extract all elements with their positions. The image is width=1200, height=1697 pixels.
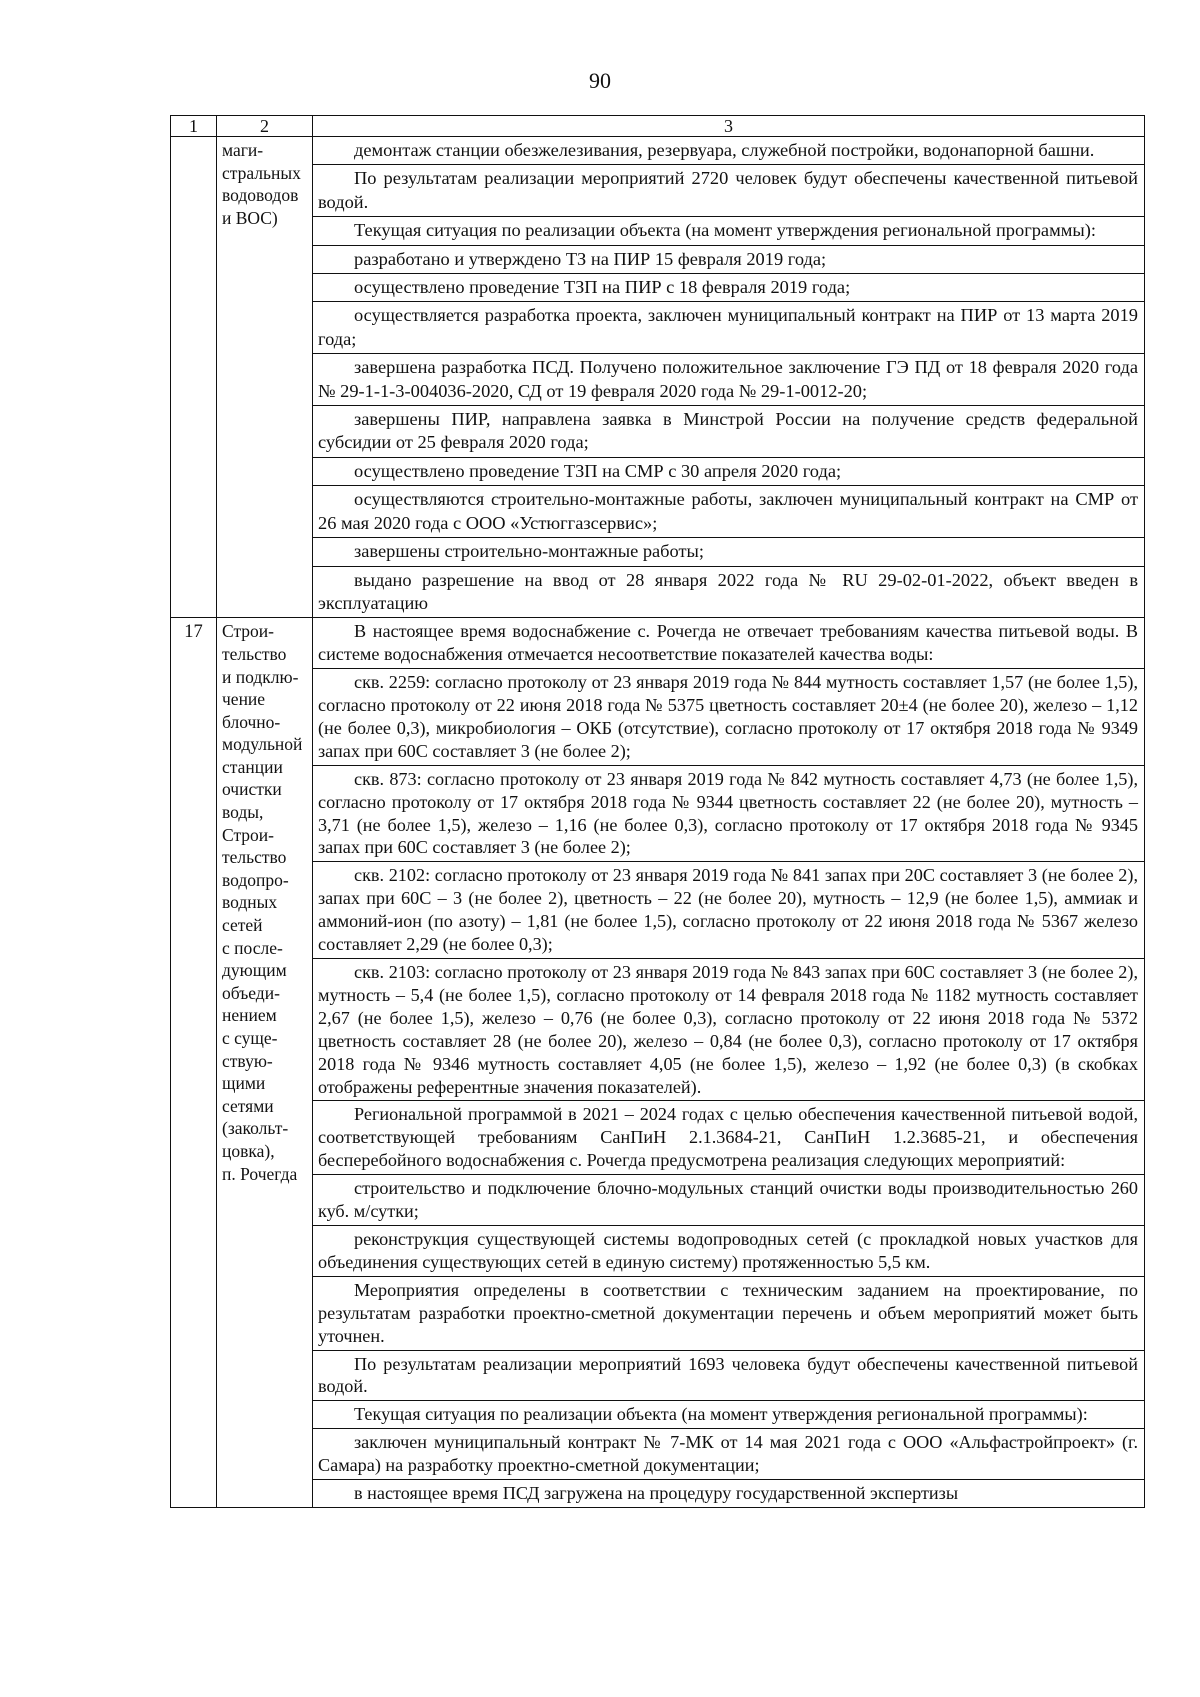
description-paragraph: Мероприятия определены в соответствии с техническим заданием на проектирование, по результатам разработки проектно-сметной документации перечень и объем мероприятий может быть уточнен. [313, 1276, 1144, 1350]
description-paragraph: осуществляются строительно-монтажные работы, заключен муниципальный контракт на СМР от 26 мая 2020 года с ООО «Устюггазсервис»; [313, 485, 1144, 537]
object-name-line: очистки [222, 779, 282, 800]
object-name-line: и ВОС) [222, 207, 278, 228]
object-name-line: Строи- [222, 621, 274, 642]
description-paragraph: строительство и подключение блочно-модульных станций очистки воды производительностью 260 куб. м/сутки; [313, 1174, 1144, 1225]
object-name-line: станции [222, 756, 283, 777]
description-paragraph: завершены ПИР, направлена заявка в Минстрой России на получение средств федеральной субсидии от 25 февраля 2020 года; [313, 405, 1144, 457]
description-paragraph: По результатам реализации мероприятий 1693 человека будут обеспечены качественной питьевой водой. [313, 1350, 1144, 1401]
object-name-line: п. Рочегда [222, 1163, 298, 1184]
description-paragraph: заключен муниципальный контракт № 7-МК от 14 мая 2021 года с ООО «Альфастройпроект» (г. Самара) на разработку проектно-сметной документации; [313, 1428, 1144, 1479]
object-name-line: сетями [222, 1095, 274, 1116]
object-name-line: сетей [222, 915, 263, 936]
description-paragraph: По результатам реализации мероприятий 2720 человек будут обеспечены качественной питьевой водой. [313, 164, 1144, 216]
description-paragraph: скв. 2259: согласно протоколу от 23 января 2019 года № 844 мутность составляет 1,57 (не более 1,5), согласно протоколу от 22 июня 2018 года № 5375 цветность составляет 20±4 (не более 20), железо – 1,12 (не более 0,3), микробиология – ОКБ (отсутствие), согласно протоколу от 17 октября 2018 года № 9349 запах при 60С составляет 3 (не более 2); [313, 668, 1144, 765]
object-name-line: дующим [222, 960, 287, 981]
object-name-line: нением [222, 1005, 277, 1026]
object-name-line: стральных [222, 162, 301, 183]
description-paragraph: в настоящее время ПСД загружена на процедуру государственной экспертизы [313, 1479, 1144, 1507]
description-paragraph: скв. 2102: согласно протоколу от 23 января 2019 года № 841 запах при 20С составляет 3 (не более 2), запах при 60С – 3 (не более 2), цветность – 22 (не более 20), мутность – 12,9 (не более 1,5), аммиак и аммоний-ион (по азоту) – 1,81 (не более 1,5), согласно протоколу от 22 июня 2018 года № 5367 железо составляет 2,29 (не более 0,3); [313, 861, 1144, 958]
object-name-line: тельство [222, 847, 287, 868]
row-number: 17 [171, 618, 217, 1508]
description-paragraph: Текущая ситуация по реализации объекта (на момент утверждения региональной программы): [313, 1400, 1144, 1428]
object-name-line: тельство [222, 643, 287, 664]
column-header-3: 3 [313, 116, 1145, 137]
column-header-2: 2 [217, 116, 313, 137]
object-name-line: с после- [222, 937, 283, 958]
object-name-line: (закольт- [222, 1118, 289, 1139]
row-number [171, 137, 217, 618]
description-paragraph: выдано разрешение на ввод от 28 января 2022 года № RU 29-02-01-2022, объект введен в эксплуатацию [313, 566, 1144, 618]
object-name-cell [217, 618, 313, 1508]
description-paragraph: осуществлено проведение ТЗП на ПИР с 18 февраля 2019 года; [313, 273, 1144, 301]
object-name-line: с суще- [222, 1028, 278, 1048]
object-name-line: водопро- [222, 869, 289, 890]
description-paragraph: завершена разработка ПСД. Получено положительное заключение ГЭ ПД от 18 февраля 2020 года № 29-1-1-3-004036-2020, СД от 19 февраля 2020 года № 29-1-0012-20; [313, 353, 1144, 405]
description-paragraph: разработано и утверждено ТЗ на ПИР 15 февраля 2019 года; [313, 245, 1144, 273]
description-paragraph: реконструкция существующей системы водопроводных сетей (с прокладкой новых участков для объединения существующих сетей в единую систему) протяженностью 5,5 км. [313, 1225, 1144, 1276]
description-cell [313, 137, 1145, 618]
table-header-row [171, 116, 1145, 137]
object-name-line: воды, [222, 802, 264, 823]
description-paragraph: Текущая ситуация по реализации объекта (на момент утверждения региональной программы): [313, 216, 1144, 244]
object-name-line: ствую- [222, 1050, 273, 1071]
description-paragraph: Региональной программой в 2021 – 2024 годах с целью обеспечения качественной питьевой водой, соответствующей требованиям СанПиН 2.1.3684-21, СанПиН 1.2.3685-21, и обеспечения бесперебойного водоснабжения с. Рочегда предусмотрена реализация следующих мероприятий: [313, 1100, 1144, 1174]
description-paragraph: завершены строительно-монтажные работы; [313, 537, 1144, 565]
object-name-line: маги- [222, 140, 264, 160]
object-name-line: и подклю- [222, 666, 299, 687]
measures-table [170, 115, 1145, 1508]
object-name-line: модульной [222, 734, 303, 755]
column-header-1: 1 [171, 116, 217, 137]
object-name-line: щими [222, 1073, 266, 1094]
object-name-line: блочно- [222, 711, 281, 732]
object-name-line: объеди- [222, 982, 280, 1003]
object-name-line: водоводов [222, 185, 299, 206]
description-paragraph: осуществлено проведение ТЗП на СМР с 30 апреля 2020 года; [313, 457, 1144, 485]
description-paragraph: скв. 2103: согласно протоколу от 23 января 2019 года № 843 запах при 60С составляет 3 (не более 2), мутность – 5,4 (не более 1,5), согласно протоколу от 14 февраля 2018 года № 1182 мутность составляет 2,67 (не более 1,5), железо – 0,76 (не более 0,3), согласно протоколу от 22 июня 2018 года № 5372 цветность составляет 28 (не более 20), железо – 0,84 (не более 0,3), согласно протоколу от 17 октября 2018 года № 9346 мутность составляет 4,05 (не более 1,5), железо – 1,92 (не более 0,3) (в скобках отображены референтные значения показателей). [313, 958, 1144, 1100]
object-name-line: чение [222, 689, 266, 710]
description-paragraph: демонтаж станции обезжелезивания, резервуара, служебной постройки, водонапорной башни. [354, 140, 1095, 160]
table-row [171, 137, 1145, 618]
description-paragraph: скв. 873: согласно протоколу от 23 января 2019 года № 842 мутность составляет 4,73 (не более 1,5), согласно протоколу от 17 октября 2018 года № 9344 цветность составляет 22 (не более 20), мутность – 3,71 (не более 1,5), железо – 1,16 (не более 0,3), согласно протоколу от 17 октября 2018 года № 9345 запах при 60С составляет 3 (не более 2); [313, 765, 1144, 862]
object-name-line: водных [222, 892, 278, 913]
description-paragraph: В настоящее время водоснабжение с. Рочегда не отвечает требованиям качества питьевой воды. В системе водоснабжения отмечается несоответствие показателей качества воды: [318, 621, 1138, 665]
table-row [171, 618, 1145, 1508]
object-name-line: цовка), [222, 1140, 275, 1161]
object-name-line: Строи- [222, 824, 274, 845]
object-name-cell [217, 137, 313, 618]
description-paragraph: осуществляется разработка проекта, заключен муниципальный контракт на ПИР от 13 марта 2019 года; [313, 301, 1144, 353]
page-number: 90 [589, 68, 611, 93]
description-cell [313, 618, 1145, 1508]
